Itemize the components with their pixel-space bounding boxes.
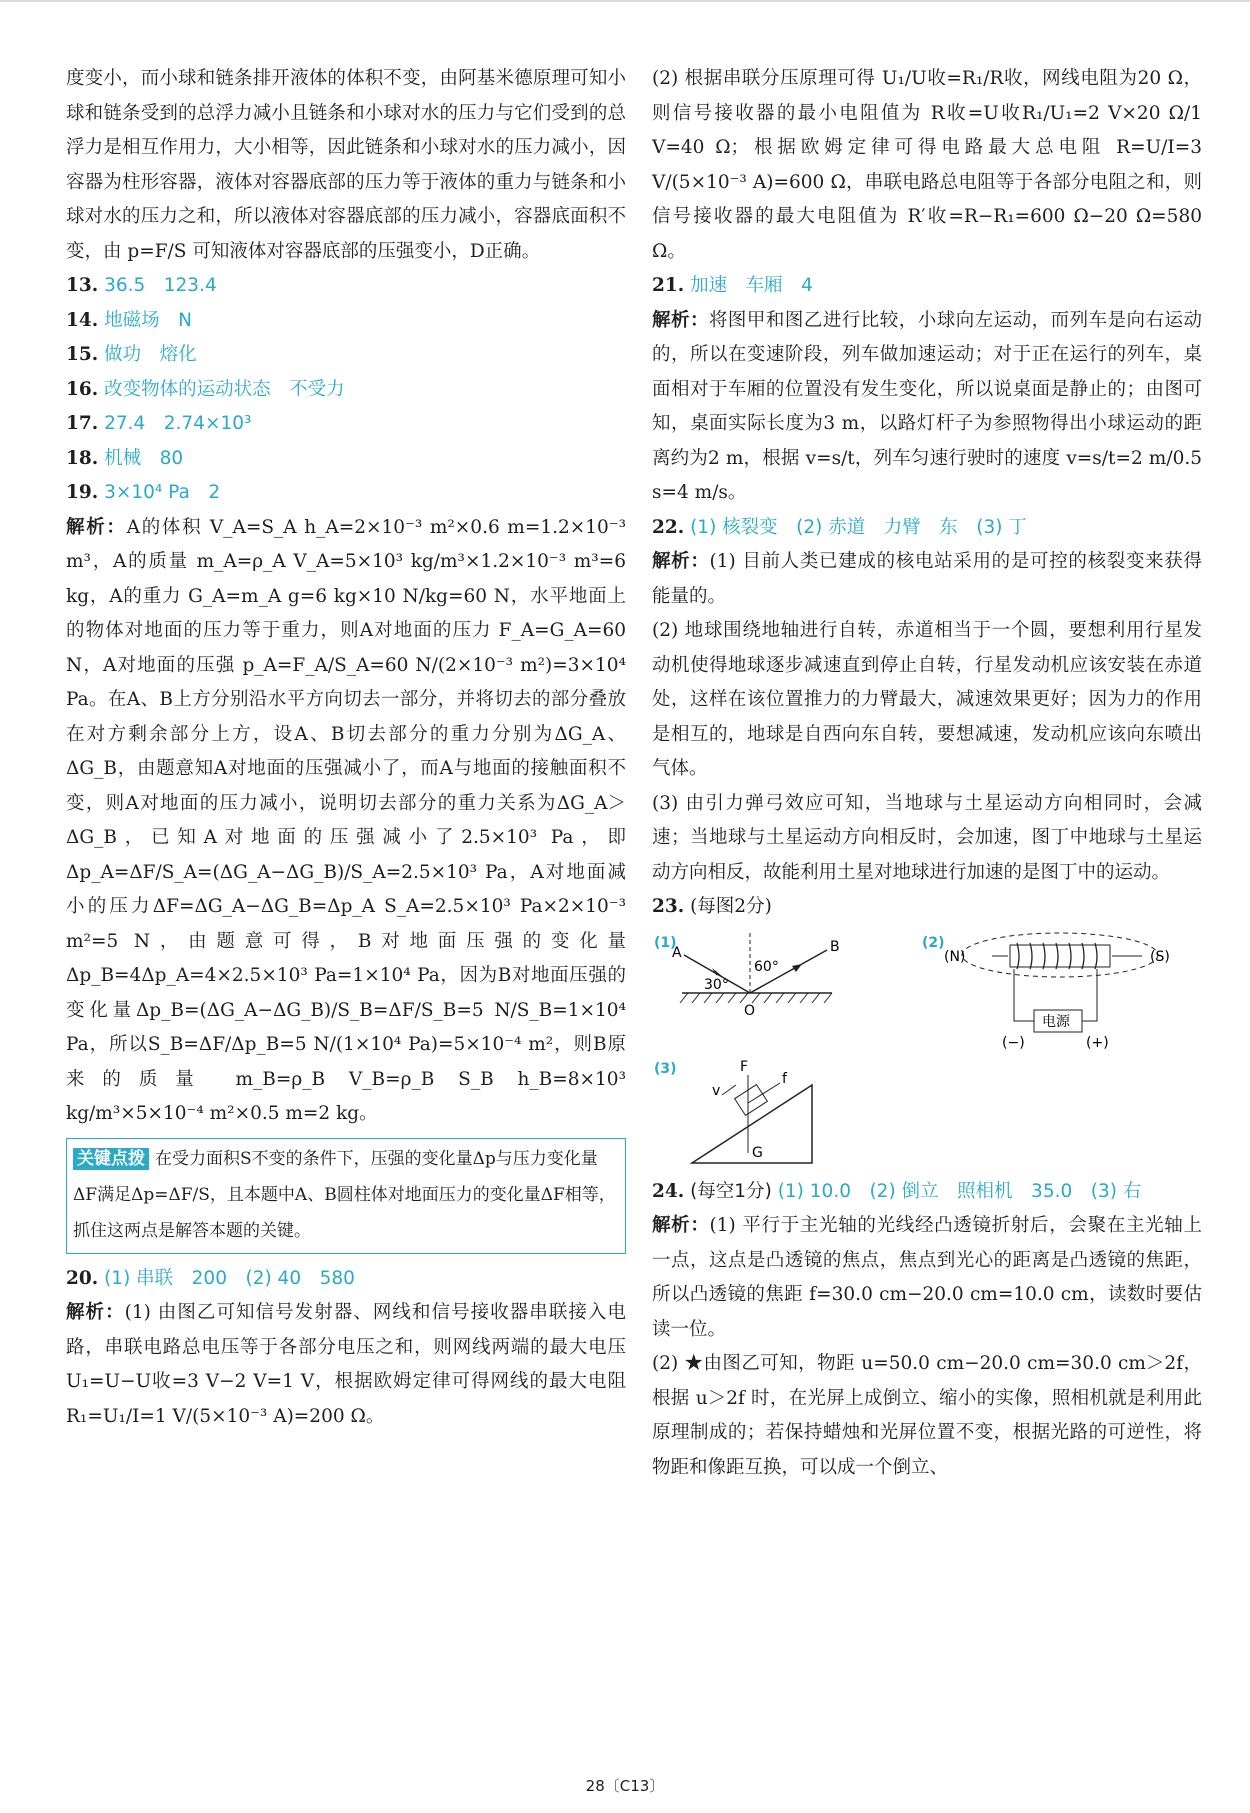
analysis-19: 解析：A的体积 V_A=S_A h_A=2×10⁻³ m²×0.6 m=1.2×10⁻³ m³，A的质量 m_A=ρ_A V_A=5×10³ kg/m³×1.2×10⁻³ m³=6 kg，A的重力 G_A=m_A g=6 kg×10 N/kg=60 N，水平地面上的物体对地面的压力等于重力，则A对地面的压力 F_A=G_A=60 N，A对地面的压强 p_A=F_A/S_A=60 N/(2×10⁻³ m²)=3×10⁴ Pa。在A、B上方分别沿水平方向切去一部分，并将切去的部分叠放在对方剩余部分上方，设A、B切去部分的重力分别为ΔG_A、ΔG_B，由题意知A对地面的压强减小了，而A与地面的接触面积不变，则A对地面的压力减小，说明切去部分的重力关系为ΔG_A＞ΔG_B，已知A对地面的压强减小了2.5×10³ Pa，即Δp_A=ΔF/S_A=(ΔG_A−ΔG_B)/S_A=2.5×10³ Pa，A对地面减小的压力ΔF=ΔG_A−ΔG_B=Δp_A S_A=2.5×10³ Pa×2×10⁻³ m²=5 N，由题意可得，B对地面压强的变化量Δp_B=4Δp_A=4×2.5×10³ Pa=1×10⁴ Pa，因为B对地面压强的变化量Δp_B=(ΔG_A−ΔG_B)/S_B=ΔF/S_B=5 N/S_B=1×10⁴ Pa，所以S_B=ΔF/Δp_B=5 N/(1×10⁴ Pa)=5×10⁻⁴ m²，则B原来的质量 m_B=ρ_B V_B=ρ_B S_B h_B=8×10³ kg/m³×5×10⁻⁴ m²×0.5 m=2 kg。 (66, 516, 626, 1124)
analysis-24-p2: (2) ★由图乙可知，物距 u=50.0 cm−20.0 cm=30.0 cm＞2f，根据 u＞2f 时，在光屏上成倒立、缩小的实像，照相机就是利用此原理制成的；若保持蜡烛和光屏位置不变，根据光路的可逆性，将物距和像距互换，可以成一个倒立、 (652, 1353, 1202, 1478)
key-tip-tag: 关键点拨 (73, 1148, 149, 1170)
answer-18: 18. 机械 80 (66, 447, 184, 469)
answer-24: 24. (每空1分) (1) 10.0 (2) 倒立 照相机 35.0 (3) 右 (652, 1180, 1142, 1202)
fig3-label-v: v (712, 1082, 721, 1099)
top-rule (0, 0, 1250, 2)
fig3-velocity (722, 1085, 736, 1095)
fig2-wire-left (1014, 969, 1034, 1021)
analysis-24-p1: 解析：(1) 平行于主光轴的光线经凸透镜折射后，会聚在主光轴上一点，这点是凸透镜的焦点，焦点到光心的距离是凸透镜的焦距，所以凸透镜的焦距 f=30.0 cm−20.0 cm=10.0 cm，读数时要估读一位。 (652, 1215, 1202, 1340)
intro-paragraph: 度变小，而小球和链条排开液体的体积不变，由阿基米德原理可知小球和链条受到的总浮力减小且链条和小球对水的压力与它们受到的总浮力是相互作用力，大小相等，因此链条和小球对水的压力减小，因容器为柱形容器，液体对容器底部的压力等于液体的重力与链条和小球对水的压力之和，所以液体对容器底部的压力减小，容器底面积不变，由 p=F/S 可知液体对容器底部的压强变小，D正确。 (66, 68, 626, 262)
analysis-22-p1: 解析：(1) 目前人类已建成的核电站采用的是可控的核裂变来获得能量的。 (652, 551, 1202, 607)
answer-22: 22. (1) 核裂变 (2) 赤道 力臂 东 (3) 丁 (652, 516, 1027, 538)
key-tip-text: 在受力面积S不变的条件下，压强的变化量Δp与压力变化量ΔF满足Δp=ΔF/S，且本题中A、B圆柱体对地面压力的变化量ΔF相等，抓住这两点是解答本题的关键。 (73, 1148, 616, 1241)
answer-20: 20. (1) 串联 200 (2) 40 580 (66, 1267, 355, 1289)
answer-23-figures (652, 925, 1202, 1175)
fig1-label-B: B (830, 938, 840, 955)
answer-13: 13. 36.5 123.4 (66, 275, 217, 296)
analysis-20: 解析：(1) 由图乙可知信号发射器、网线和信号接收器串联接入电路，串联电路总电压等于各部分电压之和，则网线两端的最大电压 U₁=U−U收=3 V−2 V=1 V，根据欧姆定律可得网线的最大电阻 R₁=U₁/I=1 V/(5×10⁻³ A)=200 Ω。 (66, 1302, 626, 1427)
fig2-label: (2) (922, 934, 945, 951)
page-number: 28〔C13〕 (585, 1777, 665, 1795)
fig3-block (735, 1084, 768, 1115)
fig1-reflected-arrow (792, 964, 802, 972)
right-column (652, 62, 1202, 1485)
fig2-core (1010, 945, 1110, 967)
fig2-power-label: 电源 (1042, 1013, 1070, 1030)
fig1-label-O: O (744, 1002, 756, 1019)
analysis-22-p2: (2) 地球围绕地轴进行自转，赤道相当于一个圆，要想利用行星发动机使得地球逐步减速直到停止自转，行星发动机应该安装在赤道处，这样在该位置推力的力臂最大，减速效果更好；因为力的作用是相互的，地球是自西向东自转，要想减速，发动机应该向东喷出气体。 (652, 620, 1202, 779)
answer-17: 17. 27.4 2.74×10³ (66, 413, 252, 434)
key-tip-box (66, 1138, 626, 1254)
analysis-21: 解析：将图甲和图乙进行比较，小球向左运动，而列车是向右运动的，所以在变速阶段，列车做加速运动；对于正在运行的列车，桌面相对于车厢的位置没有发生变化，所以说桌面是静止的；由图可知，桌面实际长度为3 m，以路灯杆子为参照物得出小球运动的距离约为2 m，根据 v=s/t，列车匀速行驶时的速度 v=s/t=2 m/0.5 s=4 m/s。 (652, 309, 1202, 503)
fig1-angle-60: 60° (754, 958, 779, 975)
answer-14: 14. 地磁场 N (66, 309, 192, 331)
analysis-22-p3: (3) 由引力弹弓效应可知，当地球与土星运动方向相同时，会减速；当地球与土星运动方向相反时，会加速，图丁中地球与土星运动方向相反，故能利用土星对地球进行加速的是图丁中的运动。 (652, 792, 1202, 883)
answer-16: 16. 改变物体的运动状态 不受力 (66, 378, 345, 400)
fig3-label-G: G (752, 1144, 763, 1161)
answer-15: 15. 做功 熔化 (66, 344, 197, 365)
fig2-wire-right (1082, 969, 1097, 1021)
fig1-angle-30: 30° (704, 976, 729, 993)
fig2-plus: (+) (1086, 1034, 1109, 1051)
answer-23: 23. (每图2分) (652, 896, 772, 917)
left-column (66, 62, 626, 1434)
fig1-label-A: A (672, 944, 682, 961)
fig1-hatch (680, 993, 832, 1003)
fig2-minus: (−) (1002, 1034, 1025, 1051)
fig2-label-S: (S) (1150, 948, 1170, 965)
fig2-label-N: (N) (944, 948, 966, 965)
answer-19: 19. 3×10⁴ Pa 2 (66, 482, 221, 503)
fig3-label: (3) (654, 1060, 677, 1077)
fig3-label-f: f (782, 1070, 787, 1087)
answer-21: 21. 加速 车厢 4 (652, 275, 813, 296)
fig3-label-F: F (740, 1058, 749, 1075)
fig1-label: (1) (654, 934, 677, 951)
analysis-20-part2: (2) 根据串联分压原理可得 U₁/U收=R₁/R收，网线电阻为20 Ω，则信号接收器的最小电阻值为 R收=U收R₁/U₁=2 V×20 Ω/1 V=40 Ω；根据欧姆定律可得电路最大总电阻 R=U/I=3 V/(5×10⁻³ A)=600 Ω，串联电路总电阻等于各部分电阻之和，则信号接收器的最大电阻值为 R′收=R−R₁=600 Ω−20 Ω=580 Ω。 (652, 68, 1202, 262)
